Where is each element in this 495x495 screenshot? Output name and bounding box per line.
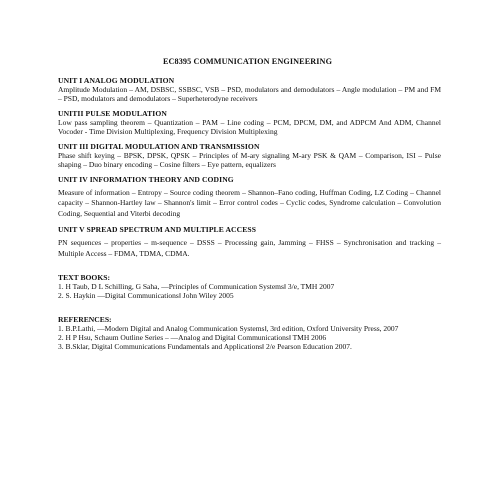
- unit-1-heading: UNIT I ANALOG MODULATION: [58, 76, 175, 85]
- textbook-item: 1. H Taub, D L Schilling, G Saha, ―Principles of Communication Systems‖ 3/e, TMH 2007: [58, 282, 335, 292]
- textbooks-section: [58, 273, 441, 300]
- reference-item: 2. H P Hsu, Schaum Outline Series – ―Analog and Digital Communications‖ TMH 2006: [58, 332, 327, 342]
- textbook-item: 2. S. Haykin ―Digital Communications‖ John Wiley 2005: [58, 291, 234, 301]
- textbooks-heading: TEXT BOOKS:: [58, 273, 110, 283]
- unit-2-heading: UNITII PULSE MODULATION: [58, 108, 167, 118]
- unit-5: [58, 225, 441, 259]
- unit-3-text: Phase shift keying – BPSK, DPSK, QPSK – Principles of M-ary signaling M-ary PSK & QAM – Comparison, ISI – Pulse shaping – Duo binary encoding – Cosine filters – Eye pattern, equalizers: [58, 150, 441, 170]
- syllabus-content: [58, 76, 441, 351]
- references-section: [58, 315, 441, 352]
- reference-item: 3. B.Sklar, Digital Communications Fundamentals and Applications‖ 2/e Pearson Education 2007.: [58, 342, 352, 351]
- unit-4: [58, 175, 441, 220]
- unit-5-heading: UNIT V SPREAD SPECTRUM AND MULTIPLE ACCESS: [58, 225, 257, 234]
- unit-1: [58, 76, 441, 103]
- unit-2-text: Low pass sampling theorem – Quantization – PAM – Line coding – PCM, DPCM, DM, and ADPCM And ADM, Channel Vocoder - Time Division Multiplexing, Frequency Division Multiplexing: [58, 117, 441, 137]
- unit-4-text: Measure of information – Entropy – Source coding theorem – Shannon–Fano coding, Huffman Coding, LZ Coding – Channel capacity – Shannon-Hartley law – Shannon's limit – Error control codes – Cyclic codes, Syndrome calculation – Convolution Coding, Sequential and Viterbi decoding: [58, 187, 441, 218]
- unit-3: [58, 142, 441, 169]
- unit-1-text: Amplitude Modulation – AM, DSBSC, SSBSC, VSB – PSD, modulators and demodulators – Angle modulation – PM and FM – PSD, modulators and demodulators – Superheterodyne receivers: [58, 85, 441, 104]
- reference-item: 1. B.P.Lathi, ―Modern Digital and Analog Communication Systems‖, 3rd edition, Oxford University Press, 2007: [58, 323, 399, 333]
- document-title: EC8395 COMMUNICATION ENGINEERING: [162, 57, 333, 66]
- unit-4-heading: UNIT IV INFORMATION THEORY AND CODING: [58, 174, 234, 184]
- unit-3-heading: UNIT III DIGITAL MODULATION AND TRANSMISSION: [58, 141, 260, 151]
- unit-5-text: PN sequences – properties – m-sequence – DSSS – Processing gain, Jamming – FHSS – Synchronisation and tracking – Multiple Access – FDMA, TDMA, CDMA.: [58, 238, 441, 258]
- references-heading: REFERENCES:: [58, 314, 112, 324]
- unit-2: [58, 109, 441, 136]
